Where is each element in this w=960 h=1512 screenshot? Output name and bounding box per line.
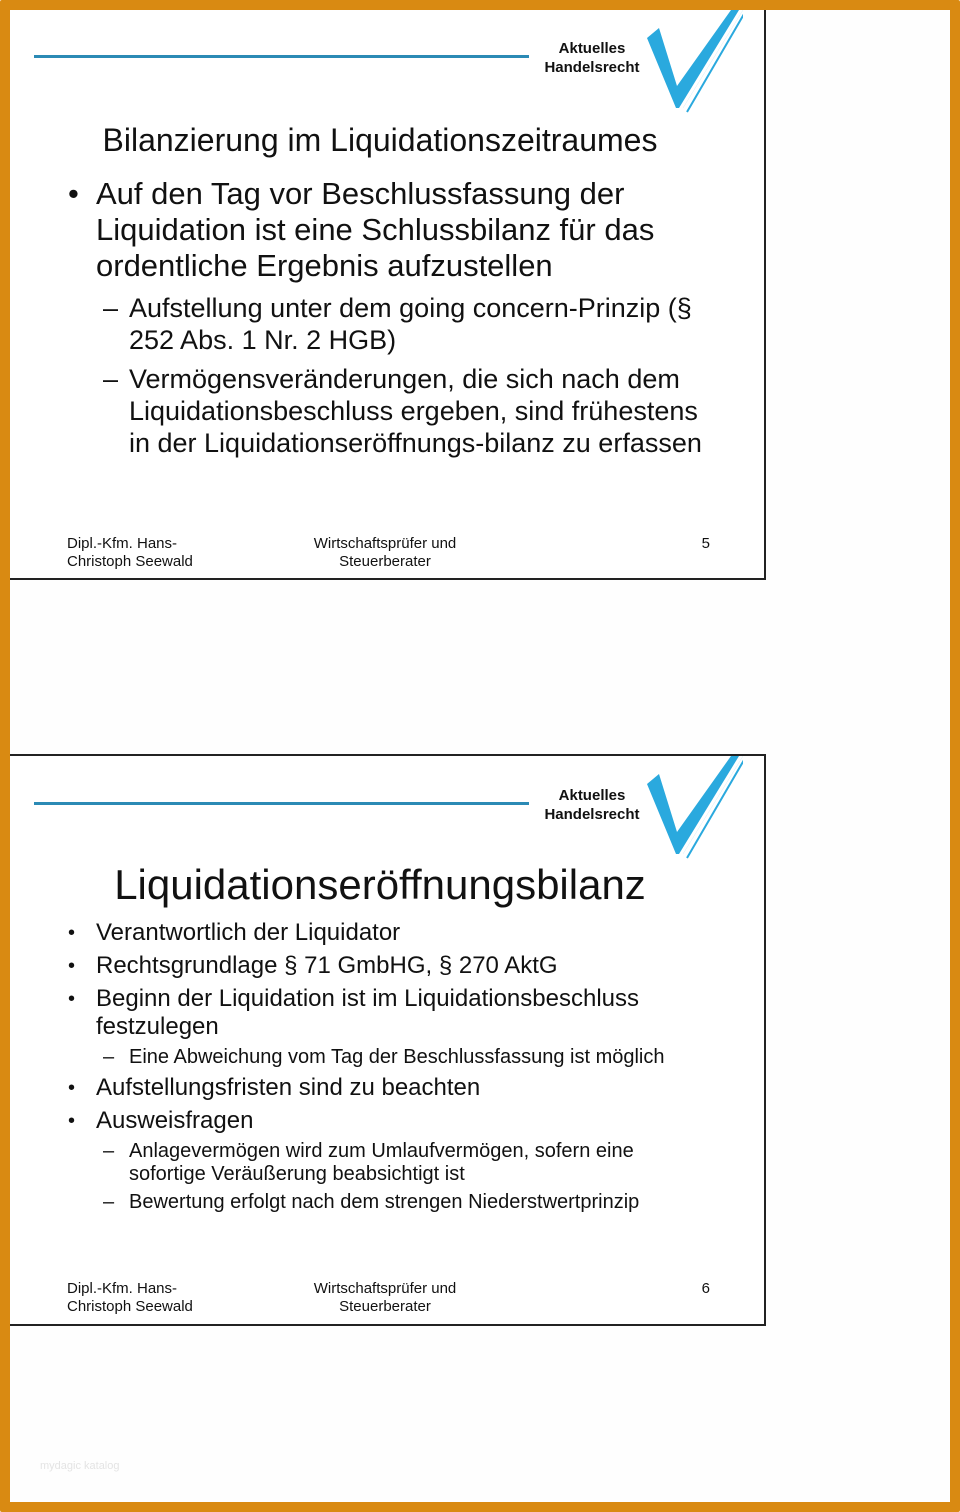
bullet-dash: –: [103, 1046, 115, 1068]
bullet-dot: •: [68, 955, 76, 977]
sub-bullet-item: [66, 1046, 706, 1069]
footer-role: [310, 1280, 460, 1316]
bullet-text: Rechtsgrundlage § 71 GmbHG, § 270 AktG: [96, 952, 558, 979]
bullet-dot: •: [68, 988, 76, 1010]
bullet-dash: –: [103, 293, 119, 323]
bullet-dot: •: [68, 922, 76, 944]
sub-bullet-text: Eine Abweichung vom Tag der Beschlussfassung ist möglich: [129, 1046, 665, 1068]
bullet-item: [66, 176, 706, 284]
slide-title: Liquidationseröffnungsbilanz: [114, 861, 646, 908]
sub-bullet-item: [66, 1140, 706, 1186]
sub-bullet-text: Aufstellung unter dem going concern-Prinzip (§ 252 Abs. 1 Nr. 2 HGB): [129, 293, 692, 355]
header-rule: [34, 802, 529, 805]
checkmark-logo-icon: [643, 10, 743, 114]
bullet-item: [66, 952, 706, 980]
bullet-item: [66, 919, 706, 947]
bullet-text: Aufstellungsfristen sind zu beachten: [96, 1074, 481, 1101]
footer-author-line-1: Dipl.-Kfm. Hans-: [67, 1280, 178, 1297]
footer-author: [67, 535, 227, 571]
footer-author-line-2: Christoph Seewald: [67, 1298, 193, 1315]
header-rule: [34, 55, 529, 58]
page-number: 5: [701, 535, 710, 552]
bullet-dash: –: [103, 364, 119, 394]
brand-line-2: Handelsrecht: [544, 806, 640, 823]
sub-bullet-item: [66, 363, 706, 459]
bullet-item: [66, 985, 706, 1041]
slide-6: [10, 754, 766, 1326]
slide-title: Bilanzierung im Liquidationszeitraumes: [102, 122, 658, 158]
bullet-dot: •: [68, 1077, 76, 1099]
sub-bullet-text: Anlagevermögen wird zum Umlaufvermögen, sofern eine sofortige Veräußerung beabsichtigt ist: [129, 1140, 634, 1185]
footer-author-line-2: Christoph Seewald: [67, 553, 193, 570]
brand-line-2: Handelsrecht: [544, 59, 640, 76]
slide-body: [66, 176, 706, 466]
brand-label: [537, 786, 647, 824]
footer-role-line-2: Steuerberater: [339, 1298, 431, 1315]
footer-role-line-2: Steuerberater: [339, 553, 431, 570]
slide-body: [66, 919, 706, 1219]
bullet-text: Auf den Tag vor Beschlussfassung der Liquidation ist eine Schlussbilanz für das ordentliche Ergebnis aufzustellen: [96, 176, 655, 283]
page-number: 6: [701, 1280, 710, 1297]
bullet-item: [66, 1107, 706, 1135]
sub-bullet-text: Vermögensveränderungen, die sich nach dem Liquidationsbeschluss ergeben, sind frühestens in der Liquidationseröffnungs-bilanz zu erfassen: [129, 364, 702, 458]
bullet-dot: •: [68, 1110, 76, 1132]
footer-role-line-1: Wirtschaftsprüfer und: [313, 1280, 457, 1297]
footer-author-line-1: Dipl.-Kfm. Hans-: [67, 535, 178, 552]
bullet-item: [66, 1074, 706, 1102]
bullet-text: Verantwortlich der Liquidator: [96, 919, 401, 946]
sub-bullet-item: [66, 292, 706, 356]
brand-line-1: Aktuelles: [558, 787, 626, 804]
bullet-text: Beginn der Liquidation ist im Liquidationsbeschluss festzulegen: [96, 985, 639, 1040]
slide-5: [10, 10, 766, 580]
footer-author: [67, 1280, 227, 1316]
sub-bullet-text: Bewertung erfolgt nach dem strengen Niederstwertprinzip: [129, 1191, 640, 1213]
footer-role: [310, 535, 460, 571]
brand-label: [537, 39, 647, 77]
watermark-text: mydagic katalog: [40, 1460, 120, 1472]
bullet-text: Ausweisfragen: [96, 1107, 254, 1134]
brand-line-1: Aktuelles: [558, 40, 626, 57]
bullet-dash: –: [103, 1140, 115, 1162]
sub-bullet-item: [66, 1191, 706, 1214]
bullet-dot: •: [68, 176, 79, 211]
bullet-dash: –: [103, 1191, 115, 1213]
footer-role-line-1: Wirtschaftsprüfer und: [313, 535, 457, 552]
checkmark-logo-icon: [643, 756, 743, 860]
